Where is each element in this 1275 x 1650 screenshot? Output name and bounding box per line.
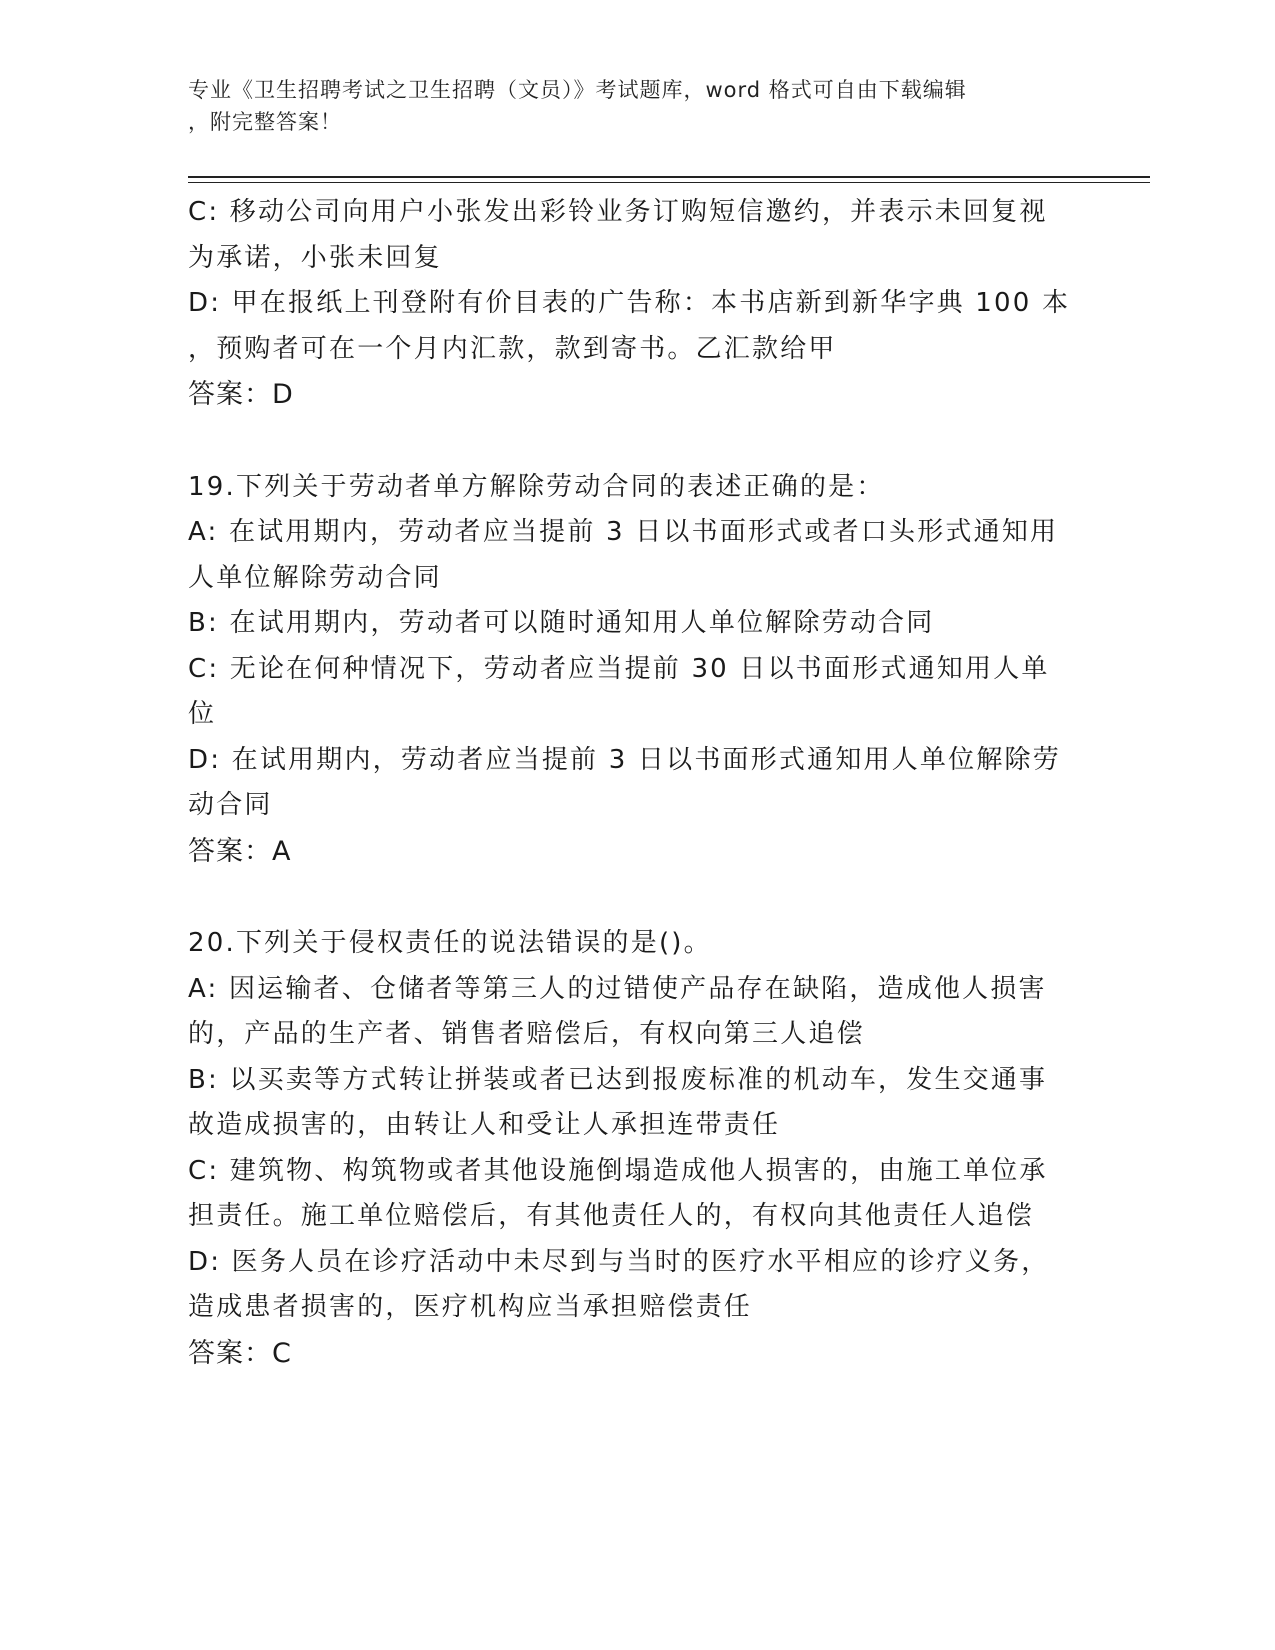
question-block: [188, 921, 1088, 1376]
question-content: [188, 190, 1088, 1423]
option-line: 的，产品的生产者、销售者赔偿后，有权向第三人追偿: [188, 1019, 865, 1049]
question-block: [188, 190, 1088, 418]
option-line: C: 建筑物、构筑物或者其他设施倒塌造成他人损害的，由施工单位承: [188, 1155, 1048, 1186]
option-line: D: 医务人员在诊疗活动中未尽到与当时的医疗水平相应的诊疗义务，: [188, 1246, 1050, 1277]
option-line: 位: [188, 699, 217, 729]
option-line: 造成患者损害的，医疗机构应当承担赔偿责任: [188, 1292, 753, 1322]
option-line: C: 移动公司向用户小张发出彩铃业务订购短信邀约，并表示未回复视: [188, 197, 1048, 227]
option-line: D: 在试用期内，劳动者应当提前 3 日以书面形式通知用人单位解除劳: [188, 744, 1061, 775]
option-line: D: 甲在报纸上刊登附有价目表的广告称：本书店新到新华字典 100 本: [188, 288, 1071, 318]
page-header: [188, 74, 1068, 138]
option-line: 为承诺，小张未回复: [188, 242, 442, 273]
answer-line: 答案：A: [188, 835, 292, 867]
option-line: 人单位解除劳动合同: [188, 562, 442, 593]
question-title: 19.下列关于劳动者单方解除劳动合同的表述正确的是：: [188, 471, 885, 502]
header-divider: [188, 176, 1150, 178]
header-line: ，附完整答案！: [188, 110, 342, 134]
header-divider-thin: [188, 182, 1150, 183]
option-line: C: 无论在何种情况下，劳动者应当提前 30 日以书面形式通知用人单: [188, 653, 1050, 684]
header-line: 专业《卫生招聘考试之卫生招聘（文员）》考试题库，word 格式可自由下载编辑: [188, 78, 967, 102]
option-line: A: 在试用期内，劳动者应当提前 3 日以书面形式或者口头形式通知用: [188, 517, 1059, 547]
option-line: A: 因运输者、仓储者等第三人的过错使产品存在缺陷，造成他人损害: [188, 973, 1047, 1004]
option-line: 担责任。施工单位赔偿后，有其他责任人的，有权向其他责任人追偿: [188, 1201, 1035, 1231]
option-line: 动合同: [188, 790, 273, 820]
answer-line: 答案：D: [188, 379, 294, 410]
option-line: B: 在试用期内，劳动者可以随时通知用人单位解除劳动合同: [188, 608, 935, 638]
option-line: 故造成损害的，由转让人和受让人承担连带责任: [188, 1110, 781, 1140]
question-block: [188, 465, 1088, 875]
option-line: ，预购者可在一个月内汇款，款到寄书。乙汇款给甲: [188, 333, 837, 364]
option-line: B: 以买卖等方式转让拼装或者已达到报废标准的机动车，发生交通事: [188, 1064, 1048, 1095]
answer-line: 答案：C: [188, 1337, 292, 1369]
question-title: 20.下列关于侵权责任的说法错误的是()。: [188, 928, 712, 958]
